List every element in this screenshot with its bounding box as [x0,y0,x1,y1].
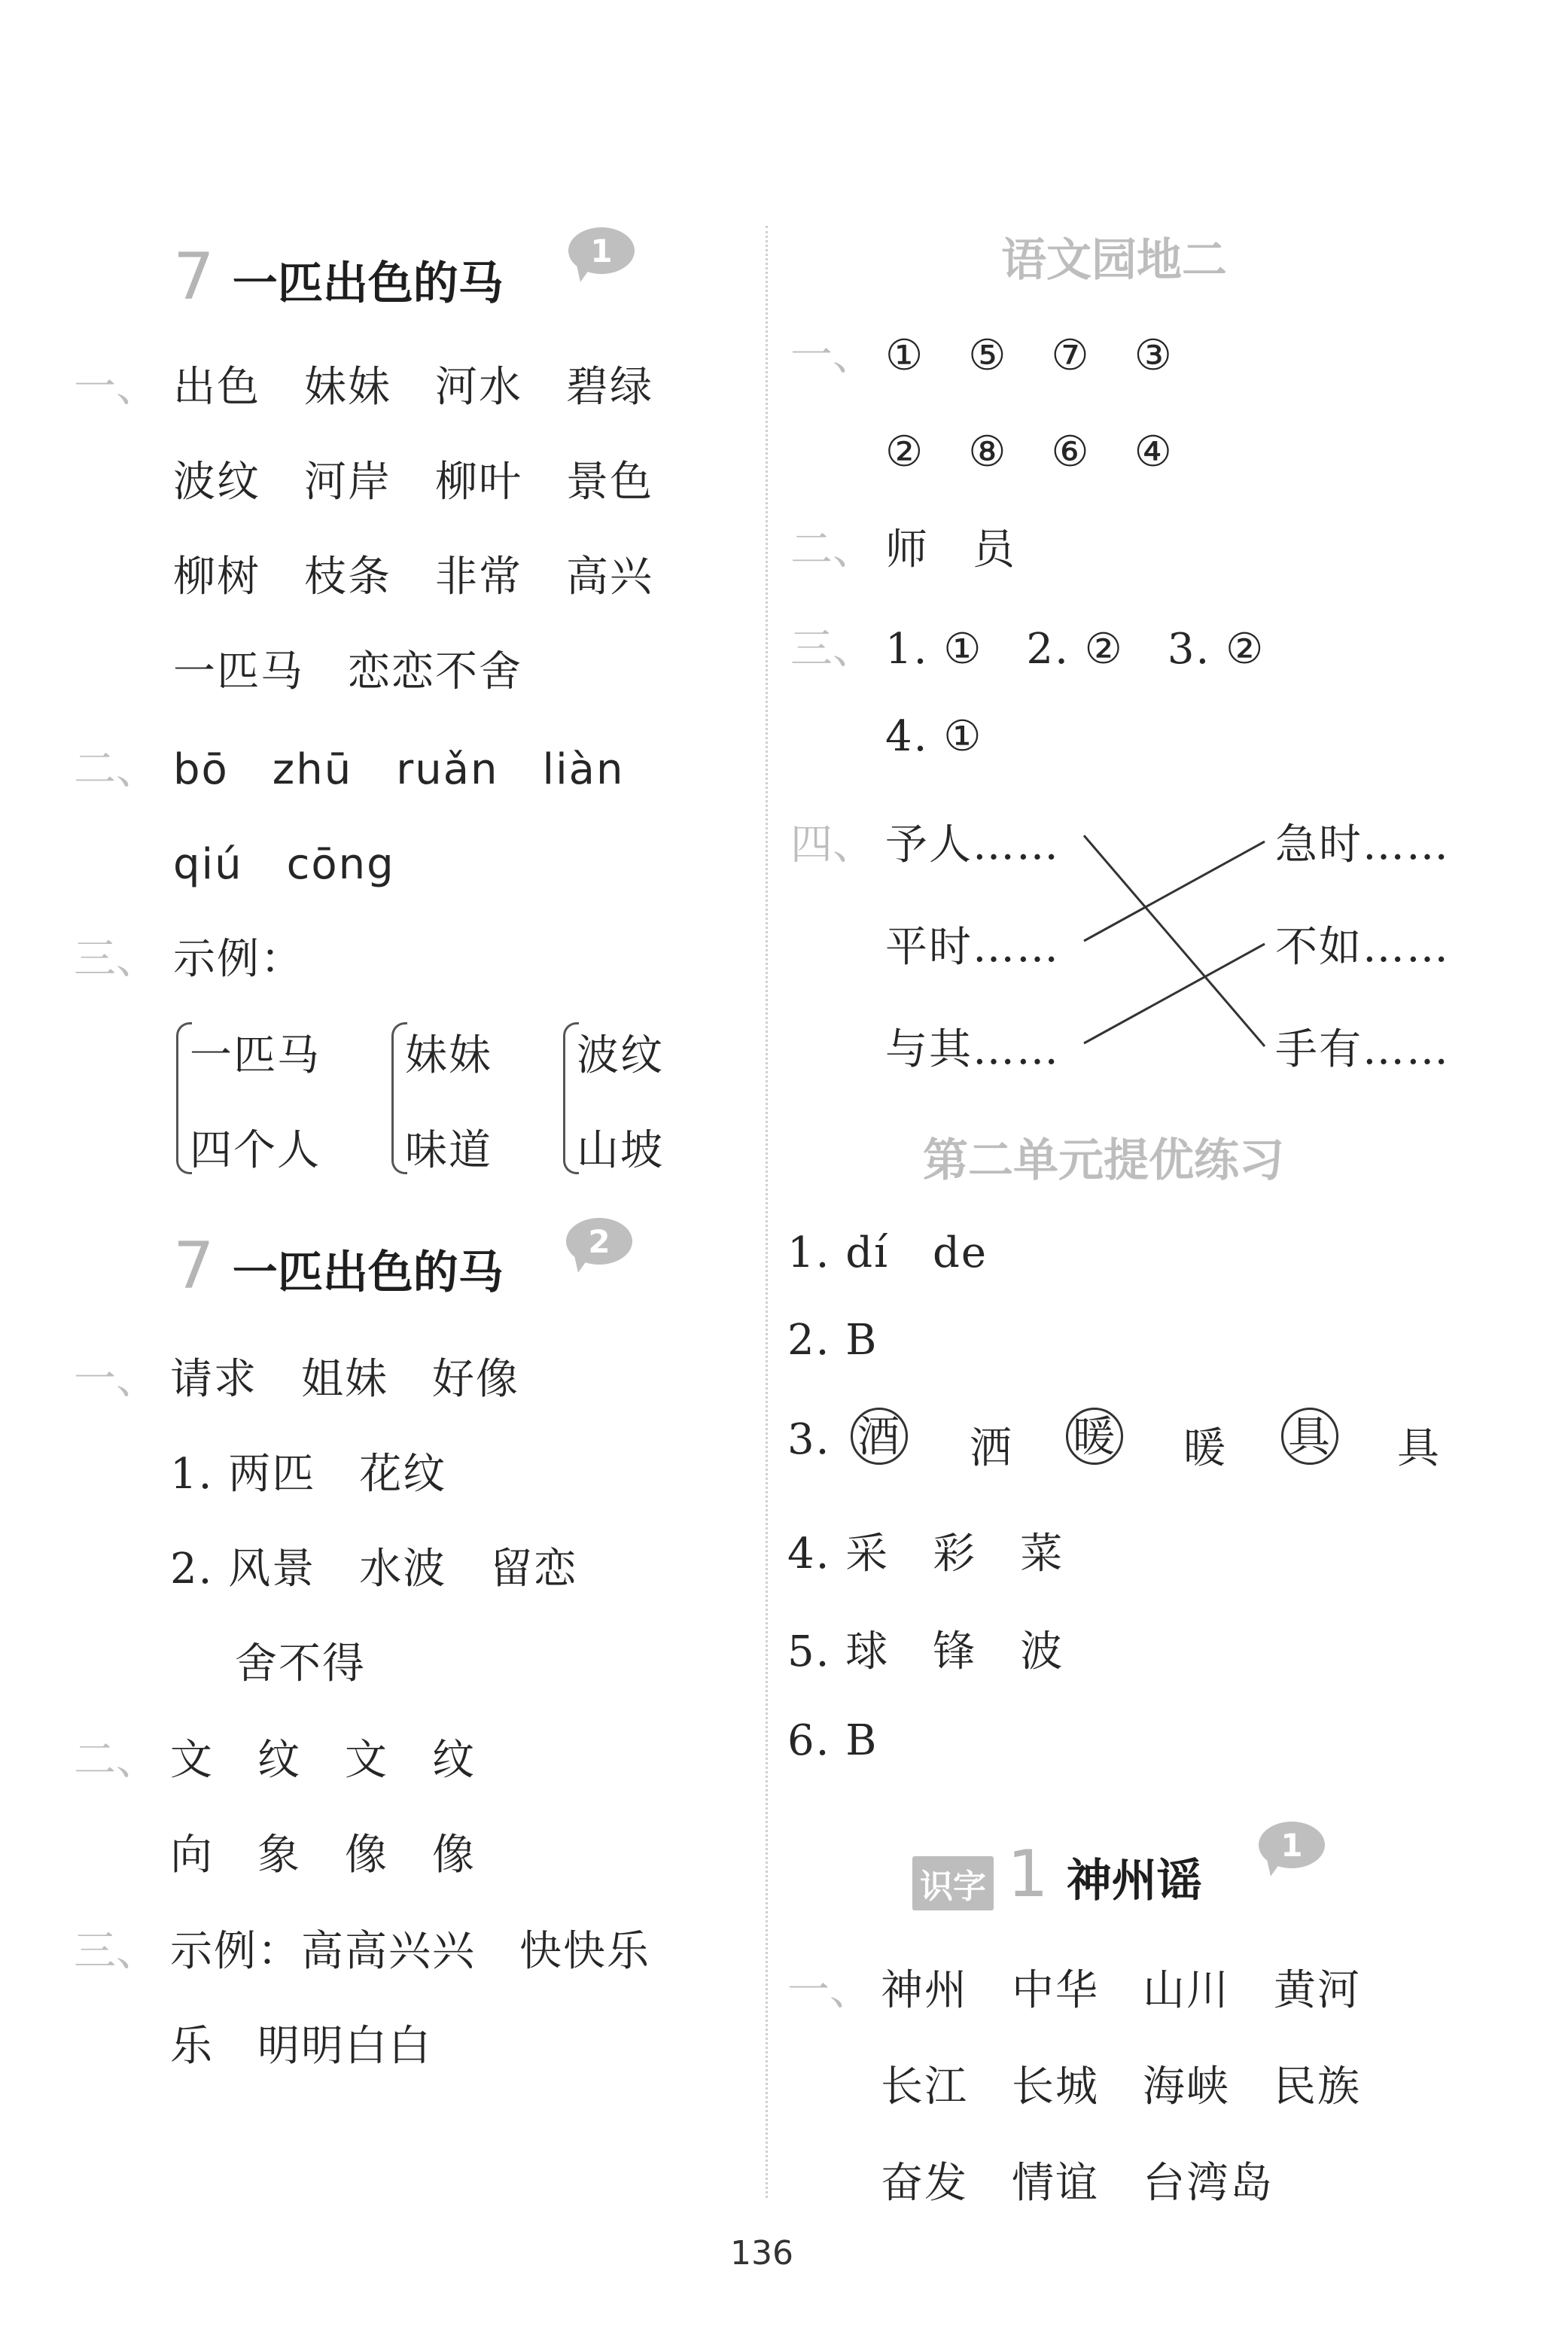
sz-s1-row: 神州 中华 山川 黄河 [881,1966,1361,2015]
l1-s3-marker: 三、 [74,935,158,984]
unit-q5: 5. 球 锋 波 [787,1627,1064,1676]
shizi-title-text: 神州谣 [1066,1855,1202,1907]
unit-q3-label: 3. [787,1415,831,1464]
l1-s2-marker: 二、 [74,745,158,794]
match-line-1 [1084,836,1265,1046]
l2-s2-row: 文 纹 文 纹 [170,1736,476,1785]
shizi-badge: 1 [1259,1822,1325,1868]
page-number: 136 [730,2234,793,2272]
sz-s1-marker: 一、 [787,1966,872,2015]
circled-char: 酒 [851,1408,908,1465]
l2-s3-row: 乐 明明白白 [170,2022,432,2071]
lesson1-badge: 1 [568,227,635,274]
unit-q3-circled [1066,1408,1123,1465]
group-bottom: 山坡 [577,1126,664,1175]
l2-s1-item: 1. 两匹 花纹 [170,1450,447,1499]
group-top: 波纹 [577,1031,664,1080]
shizi-number: 1 [1007,1837,1049,1912]
l2-s3-row: 示例：高高兴兴 快快乐 [170,1927,650,1976]
g-s4-marker: 四、 [790,820,875,869]
match-left-item: 予人…… [885,820,1060,869]
l1-s1-row: 柳树 枝条 非常 高兴 [173,553,653,601]
l1-s1-row: 波纹 河岸 柳叶 景色 [173,458,653,507]
match-line-3 [1084,944,1265,1043]
unit-q1: 1. dí de [787,1228,988,1277]
match-right-item: 急时…… [1275,820,1450,869]
l2-s1-item: 2. 风景 水波 留恋 [170,1545,578,1594]
l2-s2-row: 向 象 像 像 [170,1831,476,1880]
l2-s3-marker: 三、 [74,1927,158,1976]
g-s3-row: 1. ① 2. ② 3. ② [885,625,1265,674]
shizi-title [912,1837,1202,1912]
circled-char: 具 [1281,1408,1338,1465]
l2-s2-marker: 二、 [74,1736,158,1785]
g-s1-marker: 一、 [790,331,875,380]
match-right-item: 手有…… [1275,1025,1450,1074]
lesson1-title-text: 一匹出色的马 [232,257,504,310]
g-s3-marker: 三、 [790,625,875,674]
sz-s1-row: 长江 长城 海峡 民族 [881,2062,1361,2111]
circled-char: 暖 [1066,1408,1123,1465]
shizi-tag: 识字 [912,1856,994,1910]
unit-q3-circled [851,1408,908,1465]
lesson2-badge: 2 [566,1218,632,1265]
g-s1-row: ① ⑤ ⑦ ③ [885,331,1174,380]
match-left-item: 平时…… [885,923,1060,972]
unit-q3-circled [1281,1408,1338,1465]
garden-title: 语文园地二 [1001,234,1227,287]
g-s2-marker: 二、 [790,525,875,574]
g-s2-text: 师 员 [885,525,1016,574]
l2-s1-cont: 舍不得 [235,1639,366,1688]
l1-s1-row: 一匹马 恋恋不舍 [173,647,522,696]
l2-s1-marker: 一、 [74,1355,158,1404]
group-bottom: 四个人 [190,1126,321,1175]
group-top: 一匹马 [190,1031,321,1080]
g-s1-row: ② ⑧ ⑥ ④ [885,428,1174,476]
match-right-item: 不如…… [1275,923,1450,972]
unit-q3-plain: 洒 [970,1424,1013,1473]
unit-q2: 2. B [787,1316,878,1365]
unit-q3-plain: 具 [1397,1424,1441,1473]
l1-s1-marker: 一、 [74,363,158,412]
match-line-2 [1084,842,1265,941]
l1-s2-row: bō zhū ruǎn liàn [173,745,625,794]
l1-s2-row: qiú cōng [173,840,395,889]
unit-title: 第二单元提优练习 [923,1134,1284,1187]
unit-q6: 6. B [787,1716,878,1765]
lesson1-number: 7 [173,239,215,315]
lesson2-number: 7 [173,1228,215,1304]
group-top: 妹妹 [405,1031,492,1080]
sz-s1-row: 奋发 情谊 台湾岛 [881,2159,1274,2208]
l1-s1-row: 出色 妹妹 河水 碧绿 [173,363,653,412]
g-s3-row: 4. ① [885,712,983,761]
match-left-item: 与其…… [885,1025,1060,1074]
group-bottom: 味道 [405,1126,492,1175]
unit-q4: 4. 采 彩 菜 [787,1530,1064,1578]
l2-s1-text: 请求 姐妹 好像 [170,1355,519,1404]
lesson2-title-text: 一匹出色的马 [232,1247,504,1299]
unit-q3-plain: 暖 [1183,1424,1227,1473]
l1-s3-label: 示例： [173,935,304,984]
